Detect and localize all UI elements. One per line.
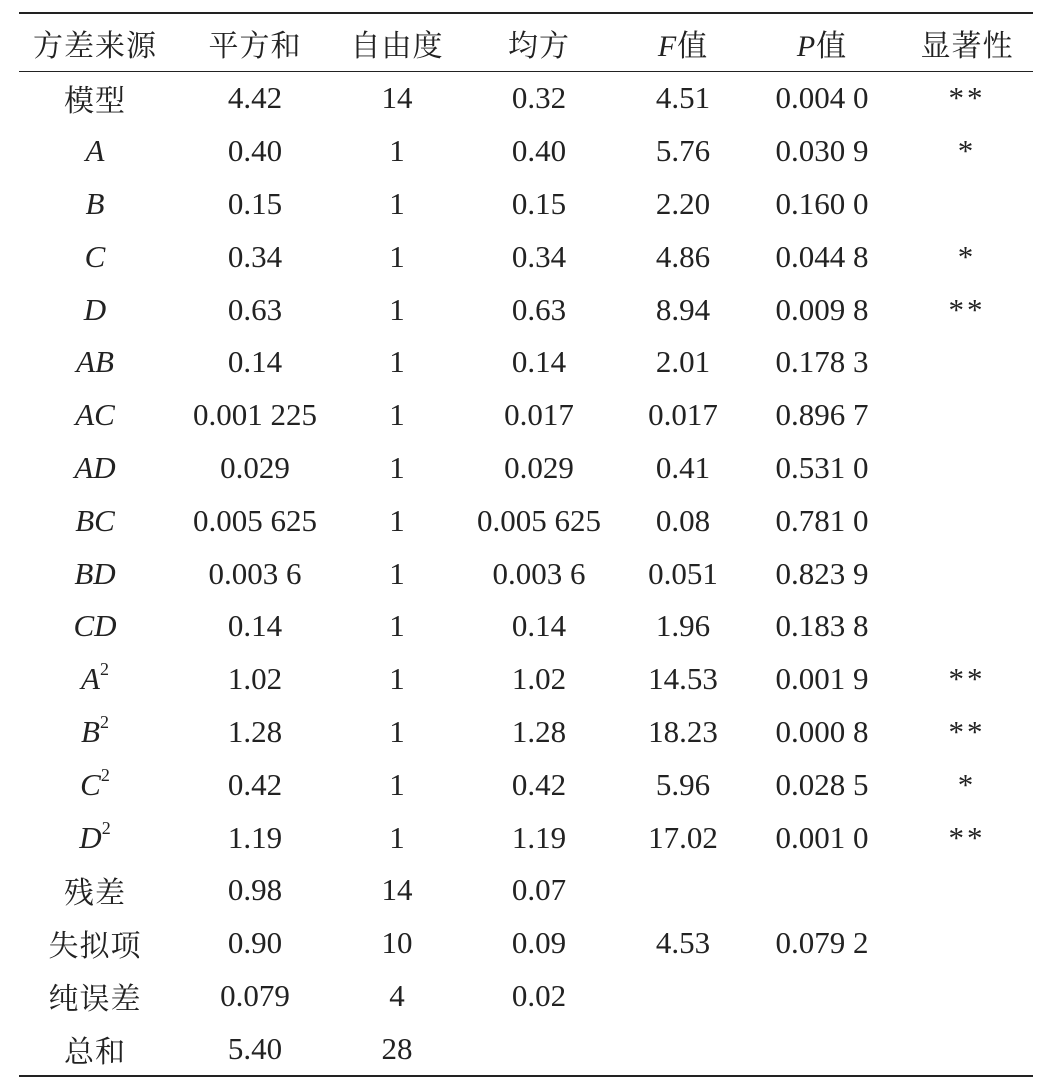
cell-f-value [623, 1022, 743, 1076]
cell-degrees-of-freedom: 1 [389, 766, 405, 802]
table-header [19, 13, 1033, 72]
cell-sum-of-squares: 5.40 [227, 1030, 283, 1066]
cell-p-value: 0.079 2 [775, 925, 869, 961]
header-p-value [743, 13, 901, 72]
cell-source [19, 970, 171, 1023]
cell-p-value: 0.004 0 [775, 80, 869, 116]
cell-source [19, 442, 171, 495]
source-label: D [83, 291, 107, 327]
source-label: A [85, 133, 105, 169]
cell-significance [901, 336, 1033, 389]
cell-sum-of-squares: 1.28 [227, 713, 283, 749]
cell-mean-square: 0.029 [504, 449, 574, 485]
cell-sum-of-squares: 0.029 [220, 449, 290, 485]
cell-f-value: 14.53 [648, 661, 718, 697]
source-exponent: 2 [100, 764, 110, 785]
header-row [19, 13, 1033, 72]
cell-sum-of-squares: 0.98 [227, 872, 283, 908]
cell-mean-square: 0.02 [511, 977, 567, 1013]
cell-significance: * [957, 238, 977, 274]
cell-source [19, 494, 171, 547]
cell-significance [901, 547, 1033, 600]
table-row [19, 600, 1033, 653]
source-label: BD [74, 555, 116, 591]
cell-mean-square: 1.02 [511, 661, 567, 697]
cell-significance [901, 600, 1033, 653]
cell-p-value: 0.781 0 [775, 502, 869, 538]
cell-degrees-of-freedom: 1 [389, 608, 405, 644]
source-label: C [84, 238, 106, 274]
cell-degrees-of-freedom: 1 [389, 185, 405, 221]
source-label: C [80, 766, 101, 802]
cell-significance [901, 442, 1033, 495]
cell-source [19, 389, 171, 442]
cell-sum-of-squares: 0.15 [227, 185, 283, 221]
cell-f-value: 0.08 [655, 502, 711, 538]
cell-mean-square: 0.09 [511, 925, 567, 961]
table-row [19, 442, 1033, 495]
cell-p-value: 0.531 0 [775, 449, 869, 485]
source-exponent: 2 [99, 711, 109, 732]
cell-significance [901, 864, 1033, 917]
table-row [19, 917, 1033, 970]
cell-significance [901, 494, 1033, 547]
table-row [19, 1022, 1033, 1076]
cell-f-value: 2.01 [655, 344, 711, 380]
cell-p-value: 0.030 9 [775, 133, 869, 169]
cell-mean-square: 0.40 [511, 133, 567, 169]
cell-f-value: 5.76 [655, 133, 711, 169]
cell-sum-of-squares: 0.005 625 [193, 502, 317, 538]
table-body [19, 72, 1033, 1077]
cell-mean-square: 0.017 [504, 397, 574, 433]
cell-significance: ** [948, 291, 986, 327]
source-label: 残差 [64, 876, 126, 912]
cell-degrees-of-freedom: 1 [389, 713, 405, 749]
cell-sum-of-squares: 0.63 [227, 291, 283, 327]
cell-source [19, 653, 171, 706]
cell-p-value [743, 970, 901, 1023]
table-row [19, 653, 1033, 706]
cell-source [19, 283, 171, 336]
cell-p-value [743, 1022, 901, 1076]
header-f-value [623, 13, 743, 72]
table-row [19, 758, 1033, 811]
cell-significance: * [957, 766, 977, 802]
source-label: AC [75, 397, 115, 433]
cell-degrees-of-freedom: 14 [381, 80, 413, 116]
cell-source [19, 864, 171, 917]
cell-significance: ** [948, 819, 986, 855]
cell-p-value: 0.044 8 [775, 238, 869, 274]
table-row [19, 547, 1033, 600]
anova-table [19, 12, 1033, 1077]
cell-f-value: 4.53 [655, 925, 711, 961]
cell-degrees-of-freedom: 1 [389, 397, 405, 433]
cell-source [19, 72, 171, 125]
cell-mean-square: 0.14 [511, 344, 567, 380]
cell-significance [901, 1022, 1033, 1076]
table-row [19, 864, 1033, 917]
cell-mean-square: 1.19 [511, 819, 567, 855]
cell-source [19, 600, 171, 653]
source-exponent: 2 [99, 659, 109, 680]
cell-degrees-of-freedom: 1 [389, 291, 405, 327]
cell-source [19, 230, 171, 283]
cell-f-value: 4.51 [655, 80, 711, 116]
source-label: AB [76, 344, 114, 380]
cell-degrees-of-freedom: 1 [389, 661, 405, 697]
source-label: 失拟项 [48, 929, 142, 965]
cell-f-value: 8.94 [655, 291, 711, 327]
cell-significance: ** [948, 713, 986, 749]
cell-mean-square: 0.003 6 [492, 555, 586, 591]
cell-f-value: 0.017 [648, 397, 718, 433]
cell-mean-square: 0.32 [511, 80, 567, 116]
table-row [19, 230, 1033, 283]
source-label: D [79, 819, 102, 855]
cell-source [19, 917, 171, 970]
cell-sum-of-squares: 4.42 [227, 80, 283, 116]
cell-degrees-of-freedom: 4 [389, 977, 405, 1013]
source-exponent: 2 [101, 817, 111, 838]
cell-degrees-of-freedom: 1 [389, 555, 405, 591]
cell-mean-square: 0.34 [511, 238, 567, 274]
cell-sum-of-squares: 0.90 [227, 925, 283, 961]
cell-significance [901, 178, 1033, 231]
cell-mean-square: 0.14 [511, 608, 567, 644]
cell-significance [901, 970, 1033, 1023]
cell-f-value [623, 970, 743, 1023]
cell-source [19, 758, 171, 811]
header-f-letter: F [657, 29, 678, 63]
table-row [19, 811, 1033, 864]
cell-source [19, 125, 171, 178]
table-row [19, 178, 1033, 231]
cell-sum-of-squares: 0.14 [227, 608, 283, 644]
cell-mean-square: 0.63 [511, 291, 567, 327]
table-row [19, 336, 1033, 389]
header-significance: 显著性 [920, 28, 1014, 64]
cell-p-value: 0.896 7 [775, 397, 869, 433]
cell-source [19, 547, 171, 600]
cell-degrees-of-freedom: 1 [389, 502, 405, 538]
cell-sum-of-squares: 1.19 [227, 819, 283, 855]
cell-source [19, 706, 171, 759]
cell-degrees-of-freedom: 1 [389, 344, 405, 380]
cell-p-value: 0.160 0 [775, 185, 869, 221]
cell-p-value: 0.028 5 [775, 766, 869, 802]
cell-p-value: 0.183 8 [775, 608, 869, 644]
cell-p-value: 0.178 3 [775, 344, 869, 380]
header-sum-of-squares: 平方和 [208, 28, 302, 64]
cell-degrees-of-freedom: 14 [381, 872, 413, 908]
cell-mean-square: 1.28 [511, 713, 567, 749]
cell-p-value: 0.009 8 [775, 291, 869, 327]
header-p-letter: P [796, 29, 817, 63]
cell-sum-of-squares: 1.02 [227, 661, 283, 697]
cell-degrees-of-freedom: 1 [389, 238, 405, 274]
cell-degrees-of-freedom: 1 [389, 819, 405, 855]
cell-p-value [743, 864, 901, 917]
header-source: 方差来源 [33, 28, 157, 64]
cell-significance: * [957, 133, 977, 169]
cell-degrees-of-freedom: 28 [381, 1030, 413, 1066]
header-degrees-of-freedom: 自由度 [350, 28, 444, 64]
cell-source [19, 178, 171, 231]
source-label: AD [74, 449, 116, 485]
source-label: B [85, 185, 105, 221]
cell-degrees-of-freedom: 1 [389, 133, 405, 169]
cell-sum-of-squares: 0.34 [227, 238, 283, 274]
table-row [19, 72, 1033, 125]
cell-significance [901, 917, 1033, 970]
source-label: A [81, 661, 100, 697]
cell-f-value: 4.86 [655, 238, 711, 274]
header-mean-square: 均方 [508, 28, 570, 64]
cell-f-value [623, 864, 743, 917]
cell-sum-of-squares: 0.14 [227, 344, 283, 380]
cell-significance: ** [948, 661, 986, 697]
cell-p-value: 0.001 9 [775, 661, 869, 697]
cell-degrees-of-freedom: 1 [389, 449, 405, 485]
anova-table-container [19, 12, 1033, 1077]
source-label: CD [73, 608, 117, 644]
cell-mean-square: 0.005 625 [477, 502, 601, 538]
cell-sum-of-squares: 0.079 [220, 977, 290, 1013]
source-label: BC [75, 502, 115, 538]
cell-source [19, 336, 171, 389]
cell-mean-square: 0.07 [511, 872, 567, 908]
table-row [19, 970, 1033, 1023]
table-row [19, 706, 1033, 759]
cell-mean-square: 0.15 [511, 185, 567, 221]
cell-mean-square [455, 1022, 623, 1076]
cell-source [19, 1022, 171, 1076]
cell-sum-of-squares: 0.001 225 [193, 397, 317, 433]
source-label: 总和 [64, 1034, 126, 1070]
cell-p-value: 0.001 0 [775, 819, 869, 855]
source-label: 模型 [64, 84, 126, 120]
cell-mean-square: 0.42 [511, 766, 567, 802]
table-row [19, 389, 1033, 442]
cell-f-value: 17.02 [648, 819, 718, 855]
cell-source [19, 811, 171, 864]
source-label: 纯误差 [48, 981, 142, 1017]
cell-f-value: 1.96 [655, 608, 711, 644]
table-row [19, 283, 1033, 336]
cell-f-value: 5.96 [655, 766, 711, 802]
cell-p-value: 0.823 9 [775, 555, 869, 591]
cell-sum-of-squares: 0.42 [227, 766, 283, 802]
cell-degrees-of-freedom: 10 [381, 925, 413, 961]
header-f-suffix: 值 [677, 28, 709, 64]
cell-significance [901, 389, 1033, 442]
cell-f-value: 0.41 [655, 449, 711, 485]
cell-f-value: 2.20 [655, 185, 711, 221]
cell-sum-of-squares: 0.003 6 [208, 555, 302, 591]
source-label: B [81, 713, 100, 749]
cell-sum-of-squares: 0.40 [227, 133, 283, 169]
header-p-suffix: 值 [816, 28, 848, 64]
cell-significance: ** [948, 80, 986, 116]
cell-f-value: 0.051 [648, 555, 718, 591]
cell-f-value: 18.23 [648, 713, 718, 749]
table-row [19, 125, 1033, 178]
table-row [19, 494, 1033, 547]
cell-p-value: 0.000 8 [775, 713, 869, 749]
